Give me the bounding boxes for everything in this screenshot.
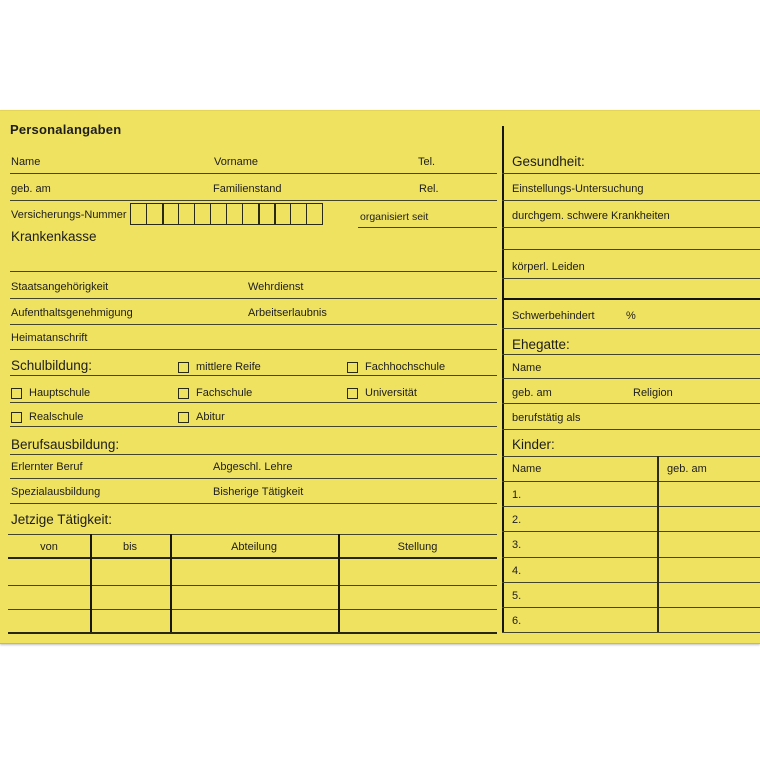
form-title: Personalangaben bbox=[10, 122, 122, 137]
table-column-divider bbox=[90, 534, 92, 632]
field-label-staatsangehoerigkeit: Staatsangehörigkeit bbox=[11, 281, 109, 293]
writing-line bbox=[10, 426, 497, 427]
insurance-digit-box bbox=[162, 203, 179, 225]
table-column-divider bbox=[338, 534, 340, 632]
field-label-ehegatte-geb-am: geb. am bbox=[512, 387, 552, 399]
table-row-line bbox=[502, 506, 760, 507]
section-label-krankenkasse: Krankenkasse bbox=[11, 229, 97, 244]
checkbox-label: mittlere Reife bbox=[196, 361, 261, 373]
table-border bbox=[502, 456, 760, 457]
job-table-header-stellung: Stellung bbox=[397, 541, 438, 553]
writing-line bbox=[10, 298, 497, 299]
table-row-line bbox=[502, 607, 760, 608]
section-label-berufsausbildung: Berufsausbildung: bbox=[11, 437, 120, 452]
checkbox-icon bbox=[347, 388, 358, 399]
insurance-digit-box bbox=[242, 203, 259, 225]
writing-line bbox=[502, 354, 760, 355]
section-label-schulbildung: Schulbildung: bbox=[11, 358, 93, 373]
checkbox-icon bbox=[178, 388, 189, 399]
field-label-schwerbehindert: Schwerbehindert bbox=[512, 310, 595, 322]
checkbox-realschule bbox=[11, 411, 83, 424]
field-label-einstellungs-untersuchung: Einstellungs-Untersuchung bbox=[512, 183, 644, 195]
field-label-abgeschl-lehre: Abgeschl. Lehre bbox=[213, 461, 293, 473]
checkbox-icon bbox=[347, 362, 358, 373]
checkbox-label: Realschule bbox=[29, 411, 84, 423]
checkbox-label: Universität bbox=[365, 387, 417, 399]
insurance-digit-box bbox=[306, 203, 323, 225]
job-table-header-von: von bbox=[40, 541, 58, 553]
children-table-column-divider bbox=[657, 456, 659, 632]
writing-line bbox=[10, 503, 497, 504]
children-table-header-geb-am: geb. am bbox=[667, 463, 707, 475]
field-label-spezialausbildung: Spezialausbildung bbox=[11, 486, 101, 498]
checkbox-fachschule bbox=[178, 387, 252, 400]
section-label-jetzige-taetigkeit: Jetzige Tätigkeit: bbox=[11, 512, 113, 527]
table-bottom-rule bbox=[502, 632, 760, 633]
writing-line bbox=[10, 200, 497, 201]
table-bottom-rule bbox=[8, 632, 497, 634]
field-label-koerperl-leiden: körperl. Leiden bbox=[512, 261, 585, 273]
field-label-ehegatte-name: Name bbox=[512, 362, 542, 374]
insurance-digit-box bbox=[146, 203, 163, 225]
insurance-digit-box bbox=[210, 203, 227, 225]
field-label-tel: Tel. bbox=[418, 156, 436, 168]
personnel-form-card bbox=[0, 110, 760, 644]
field-label-heimatanschrift: Heimatanschrift bbox=[11, 332, 88, 344]
checkbox-mittlere-reife bbox=[178, 361, 261, 374]
field-label-bisherige-taetigkeit: Bisherige Tätigkeit bbox=[213, 486, 304, 498]
table-column-divider bbox=[170, 534, 172, 632]
writing-line bbox=[502, 429, 760, 430]
insurance-digit-box bbox=[290, 203, 307, 225]
checkbox-icon bbox=[178, 362, 189, 373]
field-label-organisiert-seit: organisiert seit bbox=[360, 211, 429, 223]
insurance-digit-box bbox=[194, 203, 211, 225]
field-label-religion: Religion bbox=[633, 387, 673, 399]
children-table-header-name: Name bbox=[512, 463, 542, 475]
writing-line bbox=[502, 403, 760, 404]
field-label-versicherungs-nummer: Versicherungs-Nummer bbox=[11, 209, 127, 221]
child-row-number: 6. bbox=[512, 615, 522, 627]
checkbox-label: Abitur bbox=[196, 411, 225, 423]
percent-sign: % bbox=[626, 310, 636, 322]
field-label-durchgem-krankheiten: durchgem. schwere Krankheiten bbox=[512, 210, 670, 222]
field-label-vorname: Vorname bbox=[214, 156, 259, 168]
job-table-header-abteilung: Abteilung bbox=[231, 541, 277, 553]
checkbox-icon bbox=[11, 412, 22, 423]
field-label-rel: Rel. bbox=[419, 183, 439, 195]
child-row-number: 3. bbox=[512, 539, 522, 551]
checkbox-icon bbox=[178, 412, 189, 423]
job-table-header-bis: bis bbox=[122, 541, 138, 553]
writing-line bbox=[10, 454, 497, 455]
writing-line bbox=[502, 173, 760, 174]
table-row-line bbox=[502, 557, 760, 558]
insurance-digit-box bbox=[274, 203, 291, 225]
child-row-number: 4. bbox=[512, 565, 522, 577]
field-label-aufenthaltsgenehmigung: Aufenthaltsgenehmigung bbox=[11, 307, 133, 319]
table-border bbox=[8, 534, 497, 535]
field-label-berufstaetig-als: berufstätig als bbox=[512, 412, 581, 424]
insurance-number-boxes bbox=[130, 203, 323, 225]
checkbox-hauptschule bbox=[11, 387, 90, 400]
writing-line bbox=[10, 349, 497, 350]
table-row-line bbox=[8, 585, 497, 586]
child-row-number: 2. bbox=[512, 514, 522, 526]
insurance-digit-box bbox=[258, 203, 275, 225]
insurance-digit-box bbox=[226, 203, 243, 225]
field-label-familienstand: Familienstand bbox=[213, 183, 282, 195]
field-label-wehrdienst: Wehrdienst bbox=[248, 281, 304, 293]
field-label-geb-am: geb. am bbox=[11, 183, 51, 195]
writing-line bbox=[10, 402, 497, 403]
writing-line bbox=[502, 227, 760, 228]
section-label-ehegatte: Ehegatte: bbox=[512, 337, 570, 352]
writing-line bbox=[358, 227, 497, 228]
insurance-digit-box bbox=[130, 203, 147, 225]
checkbox-universitaet bbox=[347, 387, 417, 400]
field-label-erlernter-beruf: Erlernter Beruf bbox=[11, 461, 83, 473]
writing-line bbox=[10, 375, 497, 376]
child-row-number: 1. bbox=[512, 489, 522, 501]
checkbox-label: Hauptschule bbox=[29, 387, 91, 399]
section-label-gesundheit: Gesundheit: bbox=[512, 154, 585, 169]
field-label-arbeitserlaubnis: Arbeitserlaubnis bbox=[248, 307, 327, 319]
child-row-number: 5. bbox=[512, 590, 522, 602]
field-label-name: Name bbox=[11, 156, 41, 168]
checkbox-abitur bbox=[178, 411, 225, 424]
writing-line bbox=[10, 271, 497, 272]
writing-line bbox=[502, 378, 760, 379]
checkbox-fachhochschule bbox=[347, 361, 445, 374]
writing-line bbox=[502, 200, 760, 201]
checkbox-icon bbox=[11, 388, 22, 399]
table-row-line bbox=[502, 582, 760, 583]
writing-line bbox=[502, 278, 760, 279]
table-row-line bbox=[502, 531, 760, 532]
checkbox-label: Fachhochschule bbox=[365, 361, 446, 373]
writing-line bbox=[10, 478, 497, 479]
writing-line bbox=[502, 249, 760, 250]
writing-line bbox=[10, 324, 497, 325]
section-label-kinder: Kinder: bbox=[512, 437, 555, 452]
table-row-line bbox=[8, 609, 497, 610]
writing-line bbox=[502, 328, 760, 329]
section-divider-rule bbox=[502, 298, 760, 300]
table-header-rule bbox=[8, 557, 497, 559]
table-header-rule bbox=[502, 481, 760, 482]
insurance-digit-box bbox=[178, 203, 195, 225]
checkbox-label: Fachschule bbox=[196, 387, 253, 399]
writing-line bbox=[10, 173, 497, 174]
